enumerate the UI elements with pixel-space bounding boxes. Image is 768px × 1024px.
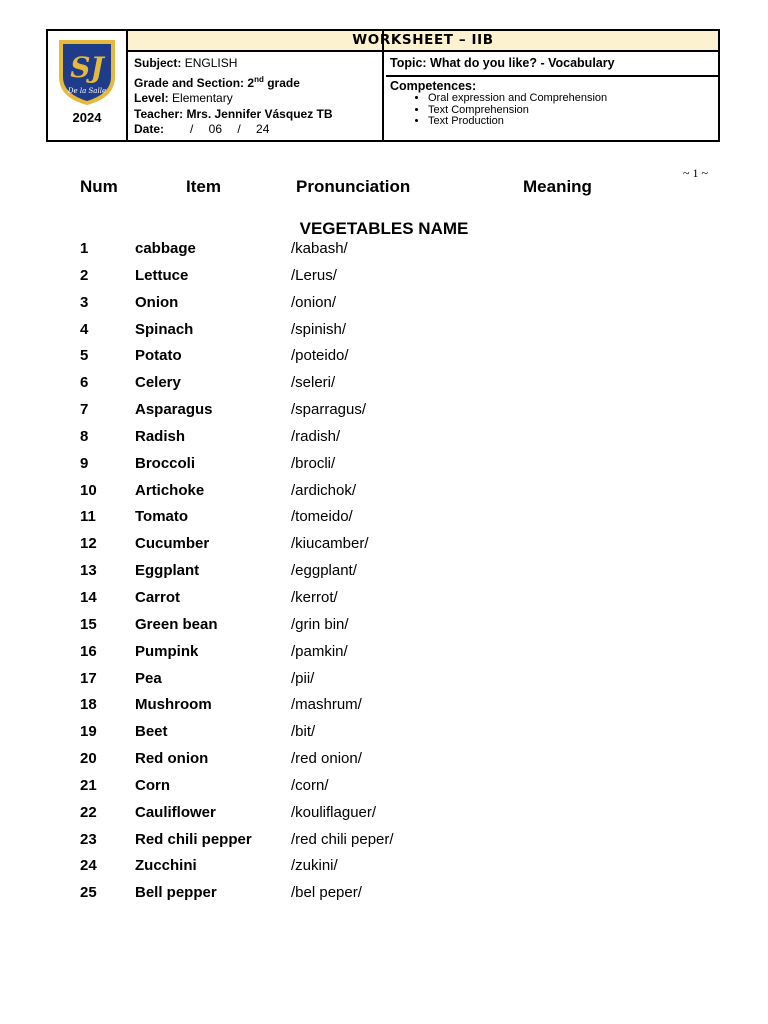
table-row xyxy=(0,670,768,697)
row-pronunciation: /onion/ xyxy=(291,293,337,311)
table-row xyxy=(0,240,768,267)
table-row xyxy=(0,589,768,616)
row-pronunciation: /poteido/ xyxy=(291,347,349,365)
column-header-meaning: Meaning xyxy=(523,177,592,196)
table-row xyxy=(0,723,768,750)
row-number: 20 xyxy=(80,750,97,768)
table-row xyxy=(0,535,768,562)
row-pronunciation: /bel peper/ xyxy=(291,884,362,902)
row-number: 5 xyxy=(80,347,89,365)
row-pronunciation: /eggplant/ xyxy=(291,562,357,580)
row-number: 13 xyxy=(80,562,97,580)
teacher-value: Mrs. Jennifer Vásquez TB xyxy=(186,106,333,121)
row-item: Bell pepper xyxy=(135,884,217,902)
row-item: Carrot xyxy=(135,588,181,606)
row-item: Pumpink xyxy=(135,642,199,660)
grade-sup: nd xyxy=(254,74,264,84)
competences-cell xyxy=(386,77,718,180)
year-label: 2024 xyxy=(72,110,102,125)
row-pronunciation: /brocli/ xyxy=(291,454,336,472)
logo-monogram: SJ xyxy=(70,51,104,84)
row-item: Asparagus xyxy=(135,401,213,419)
page-number: ~ 1 ~ xyxy=(683,166,708,180)
subject-value: ENGLISH xyxy=(184,56,238,70)
row-item: Pea xyxy=(135,669,162,687)
row-pronunciation: /pii/ xyxy=(291,669,315,687)
logo-motto: De la Salle xyxy=(67,87,107,95)
table-row xyxy=(0,374,768,401)
row-item: Corn xyxy=(135,776,170,794)
row-number: 11 xyxy=(80,508,96,526)
row-number: 19 xyxy=(80,723,97,741)
row-number: 15 xyxy=(80,615,97,633)
table-row xyxy=(0,831,768,858)
table-row xyxy=(0,267,768,294)
table-row xyxy=(0,616,768,643)
table-row xyxy=(0,562,768,589)
subject-line xyxy=(134,56,382,72)
grade-num: 2 xyxy=(247,75,255,90)
topic-cell: Topic: What do you like? - Vocabulary xyxy=(386,52,718,77)
table-row xyxy=(0,750,768,777)
worksheet-title: WORKSHEET – IIB xyxy=(128,31,718,52)
row-pronunciation: /sparragus/ xyxy=(291,401,367,419)
date-line xyxy=(134,122,382,138)
row-number: 21 xyxy=(80,776,97,794)
row-pronunciation: /ardichok/ xyxy=(291,481,357,499)
row-item: Potato xyxy=(135,347,182,365)
row-number: 3 xyxy=(80,293,89,311)
row-pronunciation: /zukini/ xyxy=(291,857,338,875)
grade-label: Grade and Section: xyxy=(134,75,245,90)
row-number: 24 xyxy=(80,857,97,875)
row-pronunciation: /red onion/ xyxy=(291,750,362,768)
row-item: Zucchini xyxy=(135,857,197,875)
date-value: / 06 / 24 xyxy=(190,122,270,136)
row-pronunciation: /kiucamber/ xyxy=(291,535,369,553)
row-pronunciation: /bit/ xyxy=(291,723,316,741)
row-pronunciation: /radish/ xyxy=(291,427,341,445)
row-pronunciation: /pamkin/ xyxy=(291,642,348,660)
column-header-item: Item xyxy=(186,177,221,196)
column-header-pronunciation: Pronunciation xyxy=(296,177,411,196)
logo-cell xyxy=(48,31,128,140)
table-row xyxy=(0,401,768,428)
row-item: Lettuce xyxy=(135,266,189,284)
grade-word: grade xyxy=(267,75,300,90)
row-number: 18 xyxy=(80,696,97,714)
row-number: 23 xyxy=(80,830,97,848)
row-item: Eggplant xyxy=(135,562,200,580)
row-item: Green bean xyxy=(135,615,218,633)
grade-line xyxy=(134,72,382,92)
row-number: 22 xyxy=(80,803,97,821)
row-number: 12 xyxy=(80,535,97,553)
row-pronunciation: /kouliflaguer/ xyxy=(291,803,377,821)
level-value: Elementary xyxy=(172,91,233,105)
teacher-label: Teacher: xyxy=(134,106,184,121)
level-line xyxy=(134,91,382,107)
competences-label: Competences: xyxy=(390,79,477,93)
info-cell xyxy=(128,31,384,140)
table-row xyxy=(0,321,768,348)
table-row xyxy=(0,482,768,509)
row-item: Tomato xyxy=(135,508,189,526)
worksheet-header xyxy=(46,29,720,180)
row-number: 8 xyxy=(80,427,89,445)
row-item: Cucumber xyxy=(135,535,210,553)
row-number: 25 xyxy=(80,884,97,902)
row-item: Mushroom xyxy=(135,696,212,714)
subject-label: Subject: xyxy=(134,56,182,70)
row-item: Celery xyxy=(135,374,181,392)
row-pronunciation: /mashrum/ xyxy=(291,696,362,714)
school-crest-logo xyxy=(56,37,118,107)
row-number: 1 xyxy=(80,240,89,257)
table-row xyxy=(0,508,768,535)
table-row xyxy=(0,696,768,723)
table-row xyxy=(0,777,768,804)
teacher-line xyxy=(134,107,382,123)
section-title: VEGETABLES NAME xyxy=(299,219,469,238)
row-item: Red chili pepper xyxy=(135,830,252,848)
row-pronunciation: /corn/ xyxy=(291,776,329,794)
row-pronunciation: /grin bin/ xyxy=(291,615,349,633)
vocabulary-table xyxy=(0,240,768,911)
row-number: 10 xyxy=(80,481,97,499)
row-number: 4 xyxy=(80,320,89,338)
row-pronunciation: /seleri/ xyxy=(291,374,336,392)
row-item: Red onion xyxy=(135,750,209,768)
table-row xyxy=(0,294,768,321)
competences-list xyxy=(390,93,718,128)
competence-item: • Oral expression and Comprehension xyxy=(428,93,718,105)
row-item: Artichoke xyxy=(135,481,205,499)
table-row xyxy=(0,455,768,482)
row-number: 14 xyxy=(80,588,97,606)
row-number: 9 xyxy=(80,454,89,472)
row-pronunciation: /red chili peper/ xyxy=(291,830,394,848)
competence-item: • Text Production xyxy=(428,116,718,128)
row-pronunciation: /tomeido/ xyxy=(291,508,353,526)
row-number: 2 xyxy=(80,266,89,284)
row-item: Spinach xyxy=(135,320,194,338)
row-number: 7 xyxy=(80,401,89,419)
row-item: Beet xyxy=(135,723,168,741)
row-item: cabbage xyxy=(135,240,196,257)
date-label: Date: xyxy=(134,122,165,136)
column-header-num: Num xyxy=(80,177,118,196)
table-row xyxy=(0,884,768,911)
row-pronunciation: /kabash/ xyxy=(291,240,348,257)
competence-item: • Text Comprehension xyxy=(428,105,718,117)
table-row xyxy=(0,428,768,455)
table-row xyxy=(0,804,768,831)
row-number: 17 xyxy=(80,669,97,687)
row-number: 16 xyxy=(80,642,97,660)
row-pronunciation: /kerrot/ xyxy=(291,588,338,606)
row-item: Radish xyxy=(135,427,186,445)
table-row xyxy=(0,643,768,670)
row-item: Broccoli xyxy=(135,454,196,472)
row-pronunciation: /Lerus/ xyxy=(291,266,337,284)
table-row xyxy=(0,347,768,374)
table-row xyxy=(0,857,768,884)
row-number: 6 xyxy=(80,374,89,392)
row-item: Onion xyxy=(135,293,179,311)
row-item: Cauliflower xyxy=(135,803,216,821)
row-pronunciation: /spinish/ xyxy=(291,320,347,338)
level-label: Level: xyxy=(134,91,169,105)
